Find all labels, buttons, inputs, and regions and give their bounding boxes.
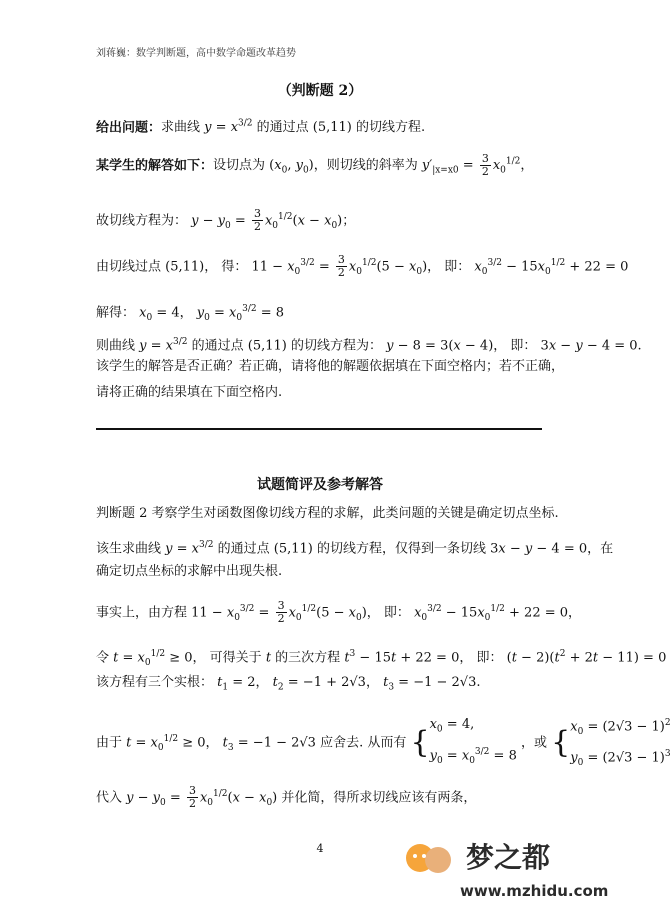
- problem-question: 给出问题：求曲线 $y = x^{3/2}$ 的通过点 (5,11) 的切线方程.: [96, 119, 426, 136]
- solution-intro: 某学生的解答如下：设切点为 ($x_0$, $y_0$)，则切线的斜率为 $y'_{|x=x0}$ = $\frac{3}{2}$ $x_0^{1/2}$，: [96, 152, 534, 179]
- or-text: ，或: [520, 735, 547, 751]
- review-paragraph-5: 令 $t = x_0^{1/2} \ge 0$， 可得关于 t 的三次方程 $t^3 - 15t + 22 = 0$， 即： $(t - 2)(t^2 + 2t - 11) = 0$: [96, 649, 667, 668]
- watermark-brand: 梦之都: [466, 841, 551, 874]
- judge-instruction: 该学生的解答是否正确？若正确，请将他的解题依据填在下面空格内；若不正确，: [96, 359, 565, 374]
- review-title: 试题简评及参考解答: [257, 477, 383, 493]
- result-line: 则曲线 $y = x^{3/2}$ 的通过点 (5,11) 的切线方程为： y − 8 = 3(x − 4)， 即： 3x − y − 4 = 0.: [96, 337, 642, 354]
- through-point-line: 由切线过点 (5,11)， 得： $11 - x_0^{3/2}$ = $\frac{3}{2}$ $x_0^{1/2}(5 - x_0)$， 即： $x_0^{3/2} - 15x_0^{1/2} + 22 = 0$: [96, 253, 629, 280]
- review-paragraph-7: 由于 $t = x_0^{1/2} \ge 0$， $t_3 = -1 - 2√3$ 应舍去. 从而有 {$x_0 = 4$, $y_0 = x_0^{3/2} = 8$ ，或 {$x_0 = (2√3 - 1)^2$ $y_0 = (2√3 - 1)^3$: [96, 712, 671, 774]
- solution-system-2: $x_0 = (2√3 - 1)^2$ $y_0 = (2√3 - 1)^3$: [570, 718, 671, 768]
- problem-title: （判断题 2）: [277, 83, 363, 99]
- review-paragraph-6: 该方程有三个实根： $t_1 = 2$， $t_2 = -1 + 2√3$， $t_3 = -1 - 2√3$.: [96, 675, 481, 693]
- review-paragraph-1: 判断题 2 考察学生对函数图像切线方程的求解，此类问题的关键是确定切点坐标.: [96, 506, 559, 521]
- solved-line: 解得： $x_0 = 4$， $y_0 = x_0^{3/2} = 8$: [96, 304, 285, 323]
- left-brace-1: {: [410, 724, 430, 760]
- page-number: 4: [316, 842, 324, 855]
- watermark-logo: [400, 836, 640, 905]
- solution-label: 某学生的解答如下：: [96, 158, 214, 174]
- watermark-url: www.mzhidu.com: [460, 882, 609, 900]
- review-paragraph-4: 事实上，由方程 $11 - x_0^{3/2}$ = $\frac{3}{2}$ $x_0^{1/2}(5 - x_0)$， 即： $x_0^{3/2} - 15x_0^{1/2} + 22 = 0$，: [96, 599, 582, 626]
- chat-bubble-icon: [400, 838, 460, 882]
- review-paragraph-2: 该生求曲线 $y = x^{3/2}$ 的通过点 (5,11) 的切线方程，仅得到一条切线 3x − y − 4 = 0，在: [96, 540, 614, 557]
- question-label: 给出问题：: [96, 120, 162, 136]
- solution-system-1: $x_0 = 4$, $y_0 = x_0^{3/2} = 8$: [429, 717, 517, 766]
- review-paragraph-3: 确定切点坐标的求解中出现失根.: [96, 564, 283, 579]
- review-paragraph-8: 代入 $y - y_0$ = $\frac{3}{2}$ $x_0^{1/2}(x - x_0)$ 并化简，得所求切线应该有两条，: [96, 784, 477, 811]
- tangent-equation-line: 故切线方程为： $y - y_0$ = $\frac{3}{2}$ $x_0^{1/2}(x - x_0)$；: [96, 207, 356, 234]
- running-header: 刘蒋巍：数学判断题，高中数学命题改革趋势: [96, 48, 296, 59]
- judge-instruction-2: 请将正确的结果填在下面空格内.: [96, 385, 283, 400]
- left-brace-2: {: [551, 724, 571, 760]
- section-divider: [96, 428, 542, 430]
